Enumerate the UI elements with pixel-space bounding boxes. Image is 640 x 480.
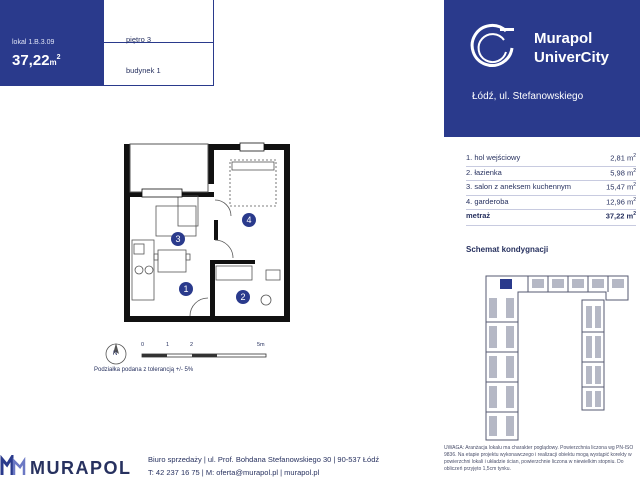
divider: [466, 166, 636, 167]
unit-area-value: 37,22: [12, 52, 50, 69]
room-marker-4: 4: [242, 213, 256, 227]
schema-title: Schemat kondygnacji: [466, 245, 549, 254]
total-area: 37,22 $m^2$: [605, 211, 636, 221]
legal-note: UWAGA: Aranżacja lokalu ma charakter poglądowy. Powierzchnia liczona wg PN-ISO 9836. Na etapie projektu wykonawczego i realizacji obiektu mogą wystąpić korekty w powierzchni lokali i układzie ścian, powierzchnie liczona w niewielkim stopniu. Do obliczeń przyjęto 1,5cm tynku.: [444, 445, 634, 472]
floor-schema: [478, 262, 640, 446]
murapol-logo-icon: [0, 455, 26, 477]
brand-address: Łódź, ul. Stefanowskiego: [472, 91, 584, 102]
room-area: 5,98 $m^2$: [610, 167, 636, 177]
building-cell: [104, 43, 214, 86]
scale-label: 0: [141, 342, 145, 348]
room-area: 15,47 $m^2$: [606, 182, 636, 192]
scale-label: 2: [190, 342, 194, 348]
room-area: 12,96 $m^2$: [606, 196, 636, 206]
floor-cell: [104, 0, 214, 43]
north-label: N: [113, 351, 118, 357]
unit-area-unit: m: [49, 58, 57, 67]
room-name: 2. łazienka: [466, 167, 502, 177]
divider: [466, 209, 636, 210]
room-name: 1. hol wejściowy: [466, 153, 521, 162]
divider: [466, 195, 636, 196]
scale-label: 5m: [257, 342, 265, 348]
room-table: [466, 153, 636, 226]
room-marker-3: 3: [171, 232, 185, 246]
footer-contact: [148, 453, 379, 479]
footer-phone-email: T: 42 237 16 75 | M: oferta@murapol.pl | murapol.pl: [148, 468, 320, 477]
tolerance-note: Podziałka podana z tolerancją +/- 5%: [94, 367, 194, 373]
brand-name-line1: Murapol: [534, 30, 593, 47]
unit-code: lokal 1.B.3.09: [12, 39, 55, 46]
scale-bar: [140, 352, 270, 360]
footer-logo: MURAPOL: [30, 458, 132, 478]
univercity-logo-icon: [466, 22, 518, 74]
room-marker-1: 1: [179, 282, 193, 296]
divider: [466, 225, 636, 226]
divider: [466, 180, 636, 181]
unit-area: [12, 52, 61, 69]
floor-label: piętro 3: [126, 35, 152, 44]
room-name: 4. garderoba: [466, 196, 509, 206]
room-area: 2,81 $m^2$: [610, 153, 636, 163]
brand-name-line2: UniverCity: [534, 49, 610, 66]
total-label: metraż: [466, 211, 491, 220]
floor-plan: [120, 140, 300, 330]
room-marker-2: 2: [236, 290, 250, 304]
building-label: budynek 1: [126, 66, 161, 75]
unit-highlight: [500, 279, 512, 289]
total-row: [466, 211, 636, 226]
unit-area-exp: 2: [56, 54, 61, 61]
brand-name: [534, 29, 609, 67]
footer-address: Biuro sprzedaży | ul. Prof. Bohdana Stefanowskiego 30 | 90-537 Łódź: [148, 455, 380, 464]
scale-label: 1: [166, 342, 170, 348]
room-name: 3. salon z aneksem kuchennym: [466, 182, 572, 191]
